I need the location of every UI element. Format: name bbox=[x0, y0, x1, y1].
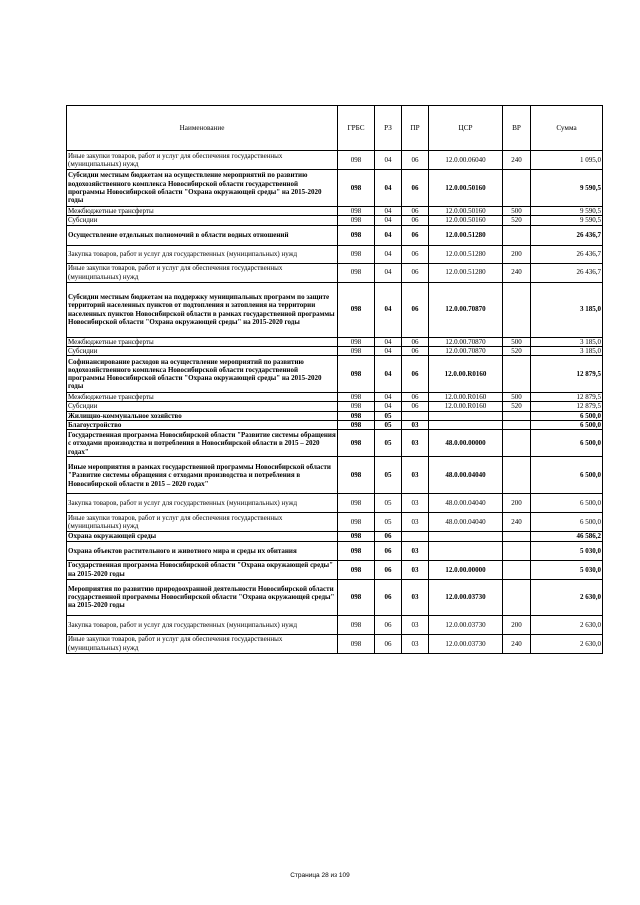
row-csr: 48.0.00.04040 bbox=[429, 494, 503, 513]
row-name: Субсидии bbox=[67, 346, 338, 355]
row-vr: 200 bbox=[503, 245, 531, 263]
row-grbs: 098 bbox=[338, 411, 375, 420]
table-row bbox=[67, 430, 603, 457]
row-pr: 03 bbox=[402, 494, 429, 513]
row-grbs: 098 bbox=[338, 579, 375, 615]
row-sum: 9 590,5 bbox=[531, 170, 603, 207]
row-vr bbox=[503, 225, 531, 245]
row-grbs: 098 bbox=[338, 541, 375, 560]
row-vr bbox=[503, 457, 531, 494]
row-pr: 06 bbox=[402, 263, 429, 282]
row-grbs: 098 bbox=[338, 615, 375, 634]
row-csr bbox=[429, 421, 503, 430]
header-rz: РЗ bbox=[375, 106, 402, 151]
row-pr: 06 bbox=[402, 151, 429, 170]
row-vr: 240 bbox=[503, 634, 531, 653]
row-pr: 03 bbox=[402, 560, 429, 579]
row-csr bbox=[429, 532, 503, 541]
row-grbs: 098 bbox=[338, 532, 375, 541]
row-sum: 26 436,7 bbox=[531, 245, 603, 263]
row-vr: 520 bbox=[503, 346, 531, 355]
row-csr: 12.0.00.51280 bbox=[429, 263, 503, 282]
row-sum: 2 630,0 bbox=[531, 615, 603, 634]
page-number: Страница 28 из 109 bbox=[290, 872, 350, 879]
row-csr: 12.0.00.51280 bbox=[429, 225, 503, 245]
row-pr: 06 bbox=[402, 337, 429, 346]
row-name: Субсидии местным бюджетам на поддержку муниципальных программ по защите территорий населенных пунктов от подтопления и затопления на территории населенных пунктов Новосибирской области в рамках государственной программы Новосибирской области "Охрана окружающей среды" на 2015-2020 годы bbox=[67, 282, 338, 337]
row-name: Охрана объектов растительного и животного мира и среды их обитания bbox=[67, 541, 338, 560]
table-row bbox=[67, 494, 603, 513]
row-pr: 06 bbox=[402, 225, 429, 245]
header-pr: ПР bbox=[402, 106, 429, 151]
row-pr: 03 bbox=[402, 615, 429, 634]
row-rz: 05 bbox=[375, 430, 402, 457]
budget-table bbox=[66, 105, 603, 654]
table-row bbox=[67, 225, 603, 245]
table-row bbox=[67, 337, 603, 346]
row-csr: 48.0.00.00000 bbox=[429, 430, 503, 457]
row-sum: 6 500,0 bbox=[531, 494, 603, 513]
row-vr: 240 bbox=[503, 151, 531, 170]
table-row bbox=[67, 245, 603, 263]
row-name: Межбюджетные трансферты bbox=[67, 337, 338, 346]
row-csr: 12.0.00.03730 bbox=[429, 615, 503, 634]
row-rz: 05 bbox=[375, 411, 402, 420]
row-grbs: 098 bbox=[338, 560, 375, 579]
table-row bbox=[67, 356, 603, 393]
row-rz: 06 bbox=[375, 532, 402, 541]
row-csr: 12.0.00.R0160 bbox=[429, 402, 503, 411]
row-name: Мероприятия по развитию природоохранной деятельности Новосибирской области государственной программы Новосибирской области "Охрана окружающей среды" на 2015-2020 годы bbox=[67, 579, 338, 615]
row-vr bbox=[503, 421, 531, 430]
row-rz: 06 bbox=[375, 615, 402, 634]
row-sum: 12 879,5 bbox=[531, 402, 603, 411]
row-sum: 6 500,0 bbox=[531, 411, 603, 420]
row-sum: 26 436,7 bbox=[531, 263, 603, 282]
row-name: Субсидии bbox=[67, 402, 338, 411]
row-rz: 06 bbox=[375, 541, 402, 560]
row-rz: 05 bbox=[375, 513, 402, 532]
row-csr: 12.0.00.50160 bbox=[429, 170, 503, 207]
row-csr: 12.0.00.03730 bbox=[429, 634, 503, 653]
row-rz: 04 bbox=[375, 263, 402, 282]
row-vr: 500 bbox=[503, 337, 531, 346]
row-csr: 12.0.00.50160 bbox=[429, 207, 503, 216]
row-rz: 04 bbox=[375, 207, 402, 216]
row-grbs: 098 bbox=[338, 151, 375, 170]
row-pr: 03 bbox=[402, 513, 429, 532]
row-pr: 06 bbox=[402, 245, 429, 263]
row-rz: 04 bbox=[375, 356, 402, 393]
table-row bbox=[67, 216, 603, 225]
row-pr bbox=[402, 532, 429, 541]
table-row bbox=[67, 513, 603, 532]
row-name: Закупка товаров, работ и услуг для государственных (муниципальных) нужд bbox=[67, 615, 338, 634]
row-csr: 12.0.00.R0160 bbox=[429, 356, 503, 393]
row-grbs: 098 bbox=[338, 216, 375, 225]
row-csr: 48.0.00.04040 bbox=[429, 457, 503, 494]
row-vr: 500 bbox=[503, 393, 531, 402]
row-name: Государственная программа Новосибирской области "Охрана окружающей среды" на 2015-2020 годы bbox=[67, 560, 338, 579]
row-vr bbox=[503, 282, 531, 337]
table-row bbox=[67, 579, 603, 615]
row-grbs: 098 bbox=[338, 430, 375, 457]
row-pr: 06 bbox=[402, 216, 429, 225]
row-vr bbox=[503, 170, 531, 207]
row-sum: 9 590,5 bbox=[531, 216, 603, 225]
row-grbs: 098 bbox=[338, 337, 375, 346]
header-csr: ЦСР bbox=[429, 106, 503, 151]
table-row bbox=[67, 402, 603, 411]
row-grbs: 098 bbox=[338, 393, 375, 402]
row-grbs: 098 bbox=[338, 207, 375, 216]
row-name: Софинансирование расходов на осуществление мероприятий по развитию водохозяйственного комплекса Новосибирской области государственной программы Новосибирской области "Охрана окружающей среды" на 2015-2020 годы bbox=[67, 356, 338, 393]
table-row bbox=[67, 393, 603, 402]
row-sum: 12 879,5 bbox=[531, 393, 603, 402]
row-grbs: 098 bbox=[338, 263, 375, 282]
row-pr: 03 bbox=[402, 430, 429, 457]
row-name: Осуществление отдельных полномочий в области водных отношений bbox=[67, 225, 338, 245]
table-row bbox=[67, 170, 603, 207]
table-row bbox=[67, 151, 603, 170]
row-pr: 03 bbox=[402, 457, 429, 494]
row-name: Иные закупки товаров, работ и услуг для обеспечения государственных (муниципальных) нужд bbox=[67, 634, 338, 653]
row-name: Субсидии bbox=[67, 216, 338, 225]
table-row bbox=[67, 207, 603, 216]
row-rz: 04 bbox=[375, 346, 402, 355]
row-csr: 12.0.00.R0160 bbox=[429, 393, 503, 402]
row-vr: 240 bbox=[503, 513, 531, 532]
row-csr: 12.0.00.06040 bbox=[429, 151, 503, 170]
table-row bbox=[67, 615, 603, 634]
table-row bbox=[67, 532, 603, 541]
row-name: Межбюджетные трансферты bbox=[67, 393, 338, 402]
row-grbs: 098 bbox=[338, 494, 375, 513]
row-csr: 12.0.00.50160 bbox=[429, 216, 503, 225]
row-name: Иные закупки товаров, работ и услуг для обеспечения государственных (муниципальных) нужд bbox=[67, 151, 338, 170]
row-vr: 240 bbox=[503, 263, 531, 282]
row-rz: 04 bbox=[375, 282, 402, 337]
row-csr: 12.0.00.70870 bbox=[429, 337, 503, 346]
row-rz: 06 bbox=[375, 560, 402, 579]
row-pr: 03 bbox=[402, 579, 429, 615]
row-rz: 04 bbox=[375, 393, 402, 402]
row-csr: 12.0.00.70870 bbox=[429, 282, 503, 337]
row-csr bbox=[429, 411, 503, 420]
row-sum: 9 590,5 bbox=[531, 207, 603, 216]
row-grbs: 098 bbox=[338, 513, 375, 532]
row-vr bbox=[503, 356, 531, 393]
row-rz: 06 bbox=[375, 634, 402, 653]
table-row bbox=[67, 634, 603, 653]
row-sum: 46 586,2 bbox=[531, 532, 603, 541]
row-vr bbox=[503, 532, 531, 541]
row-csr: 12.0.00.51280 bbox=[429, 245, 503, 263]
row-rz: 06 bbox=[375, 579, 402, 615]
header-name: Наименование bbox=[67, 106, 338, 151]
row-name: Охрана окружающей среды bbox=[67, 532, 338, 541]
row-sum: 12 879,5 bbox=[531, 356, 603, 393]
row-name: Иные мероприятия в рамках государственной программы Новосибирской области "Развитие системы обращения с отходами производства и потребления в Новосибирской области в 2015 – 2020 годах" bbox=[67, 457, 338, 494]
row-name: Закупка товаров, работ и услуг для государственных (муниципальных) нужд bbox=[67, 494, 338, 513]
row-pr: 03 bbox=[402, 421, 429, 430]
row-pr: 06 bbox=[402, 282, 429, 337]
row-sum: 5 030,0 bbox=[531, 541, 603, 560]
row-grbs: 098 bbox=[338, 634, 375, 653]
row-sum: 2 630,0 bbox=[531, 579, 603, 615]
row-grbs: 098 bbox=[338, 225, 375, 245]
row-rz: 04 bbox=[375, 170, 402, 207]
row-pr bbox=[402, 411, 429, 420]
row-sum: 6 500,0 bbox=[531, 457, 603, 494]
row-grbs: 098 bbox=[338, 346, 375, 355]
row-pr: 06 bbox=[402, 393, 429, 402]
row-pr: 06 bbox=[402, 346, 429, 355]
row-sum: 3 185,0 bbox=[531, 337, 603, 346]
row-rz: 04 bbox=[375, 337, 402, 346]
row-sum: 6 500,0 bbox=[531, 513, 603, 532]
row-csr: 12.0.00.70870 bbox=[429, 346, 503, 355]
table-row bbox=[67, 346, 603, 355]
header-sum: Сумма bbox=[531, 106, 603, 151]
row-sum: 3 185,0 bbox=[531, 346, 603, 355]
row-name: Жилищно-коммунальное хозяйство bbox=[67, 411, 338, 420]
row-rz: 05 bbox=[375, 494, 402, 513]
row-pr: 06 bbox=[402, 402, 429, 411]
row-vr: 520 bbox=[503, 216, 531, 225]
row-rz: 04 bbox=[375, 225, 402, 245]
row-sum: 26 436,7 bbox=[531, 225, 603, 245]
row-sum: 3 185,0 bbox=[531, 282, 603, 337]
row-name: Иные закупки товаров, работ и услуг для обеспечения государственных (муниципальных) нужд bbox=[67, 263, 338, 282]
row-name: Закупка товаров, работ и услуг для государственных (муниципальных) нужд bbox=[67, 245, 338, 263]
row-sum: 6 500,0 bbox=[531, 430, 603, 457]
row-grbs: 098 bbox=[338, 356, 375, 393]
header-grbs: ГРБС bbox=[338, 106, 375, 151]
table-row bbox=[67, 282, 603, 337]
row-sum: 1 095,0 bbox=[531, 151, 603, 170]
row-sum: 5 030,0 bbox=[531, 560, 603, 579]
row-vr: 520 bbox=[503, 402, 531, 411]
row-name: Государственная программа Новосибирской области "Развитие системы обращения с отходами производства и потребления в Новосибирской области в 2015 – 2020 годах" bbox=[68, 430, 336, 456]
row-vr bbox=[503, 411, 531, 420]
row-grbs: 098 bbox=[338, 245, 375, 263]
row-pr: 06 bbox=[402, 170, 429, 207]
row-rz: 04 bbox=[375, 245, 402, 263]
row-vr bbox=[503, 560, 531, 579]
row-grbs: 098 bbox=[338, 170, 375, 207]
row-sum: 2 630,0 bbox=[531, 634, 603, 653]
row-vr: 200 bbox=[503, 494, 531, 513]
row-vr: 200 bbox=[503, 615, 531, 634]
row-name: Благоустройство bbox=[67, 421, 338, 430]
table-row bbox=[67, 421, 603, 430]
row-rz: 04 bbox=[375, 402, 402, 411]
table-row bbox=[67, 457, 603, 494]
row-grbs: 098 bbox=[338, 457, 375, 494]
row-rz: 05 bbox=[375, 421, 402, 430]
row-vr bbox=[503, 541, 531, 560]
row-name: Иные закупки товаров, работ и услуг для обеспечения государственных (муниципальных) нужд bbox=[67, 513, 338, 532]
row-rz: 04 bbox=[375, 216, 402, 225]
table-header-row bbox=[67, 106, 603, 151]
table-row bbox=[67, 541, 603, 560]
table-row bbox=[67, 411, 603, 420]
row-rz: 04 bbox=[375, 151, 402, 170]
row-csr: 12.0.00.03730 bbox=[429, 579, 503, 615]
row-vr bbox=[503, 579, 531, 615]
table-row bbox=[67, 560, 603, 579]
row-name: Субсидии местным бюджетам на осуществление мероприятий по развитию водохозяйственного комплекса Новосибирской области государственной программы Новосибирской области "Охрана окружающей среды" на 2015-2020 годы bbox=[67, 170, 338, 207]
row-grbs: 098 bbox=[338, 421, 375, 430]
row-sum: 6 500,0 bbox=[531, 421, 603, 430]
row-vr bbox=[503, 430, 531, 457]
table-row bbox=[67, 263, 603, 282]
row-grbs: 098 bbox=[338, 402, 375, 411]
row-pr: 03 bbox=[402, 541, 429, 560]
row-name: Межбюджетные трансферты bbox=[67, 207, 338, 216]
row-pr: 06 bbox=[402, 356, 429, 393]
row-csr bbox=[429, 541, 503, 560]
row-vr: 500 bbox=[503, 207, 531, 216]
row-csr: 48.0.00.04040 bbox=[429, 513, 503, 532]
row-csr: 12.0.00.00000 bbox=[429, 560, 503, 579]
row-pr: 06 bbox=[402, 207, 429, 216]
row-pr: 03 bbox=[402, 634, 429, 653]
header-vr: ВР bbox=[503, 106, 531, 151]
row-rz: 05 bbox=[375, 457, 402, 494]
row-grbs: 098 bbox=[338, 282, 375, 337]
